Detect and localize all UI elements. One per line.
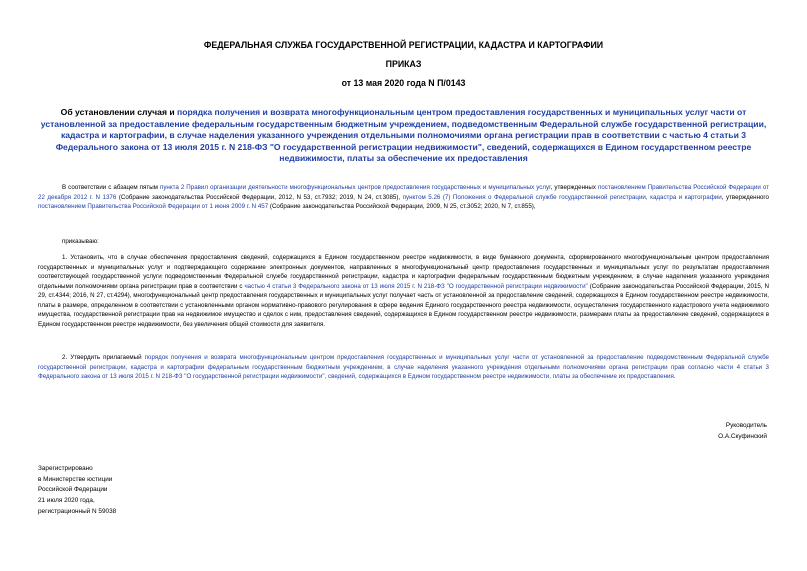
- agency-name: ФЕДЕРАЛЬНАЯ СЛУЖБА ГОСУДАРСТВЕННОЙ РЕГИСТРАЦИИ, КАДАСТРА И КАРТОГРАФИИ: [203, 40, 604, 50]
- document-title: [40, 107, 767, 165]
- clause-2-link-procedure-end[interactable]: , сведений, содержащихся в Едином государственном реестре недвижимости, платы за обеспечение их предоставления: [324, 373, 674, 380]
- registration-line-2: в Министерстве юстиции: [38, 475, 113, 483]
- preamble-link-rules[interactable]: пункта 2 Правил организации деятельности многофункциональных центров предоставления государственных и муниципальных услуг: [159, 184, 551, 191]
- signature-block: [718, 420, 767, 442]
- clause-1-text-2: (Собрание законодательства Российской Федерации, 2015, N 29, ст.4344; 2016, N 27, ст.4294), многофункциональный центр предоставления государственных и муниципальных услуг получает часть от установленной за предоставление сведений, содержащихся в Едином государственном реестре недвижимости, платы в размере, определенном в соответствии с установленными органом нормативно-правового регулирования в сфере ведения Единого государственного реестра недвижимости, осуществления государственного кадастрового учета недвижимого имущества, государственной регистрации прав на недвижимое имущество и сделок с ним, предоставления сведений, содержащихся в Едином государственном реестре недвижимости, размерами платы за предоставление сведений, содержащихся в Едином государственном реестре недвижимости, без увеличения общей стоимости для заявителя.: [38, 282, 769, 328]
- order-word: приказываю:: [62, 238, 99, 245]
- registration-line-5: регистрационный N 59038: [38, 507, 117, 515]
- preamble-text-1: В соответствии с абзацем пятым: [62, 184, 160, 191]
- registration-block: [38, 464, 116, 518]
- preamble-link-resolution-1376[interactable]: постановлением Правительства Российской Федерации от 22 декабря 2012 г. N 1376: [38, 184, 769, 201]
- document-date-number: от 13 мая 2020 года N П/0143: [341, 78, 466, 88]
- registration-line-3: Российской Федерации: [38, 486, 108, 494]
- signatory-name: О.А.Скуфинский: [718, 433, 767, 440]
- registration-line-1: Зарегистрировано: [38, 465, 93, 472]
- registration-line-4: 21 июля 2020 года,: [38, 497, 95, 505]
- clause-1-link-law-218[interactable]: частью 4 статьи 3 Федерального закона от 13 июля 2015 г. N 218-ФЗ "О государственной регистрации недвижимости": [244, 282, 588, 290]
- preamble-paragraph: [38, 183, 769, 212]
- preamble-text-2: , утвержденных: [550, 184, 598, 191]
- title-text: Об установлении случая и: [60, 107, 178, 117]
- document-type: ПРИКАЗ: [385, 59, 422, 69]
- preamble-text-4: , утвержденного: [721, 193, 769, 201]
- clause-2-text-1: 2. Утвердить прилагаемый: [62, 354, 145, 361]
- clause-2-paragraph: [38, 353, 769, 382]
- signatory-position: Руководитель: [725, 422, 767, 429]
- clause-2-link-procedure[interactable]: порядок получения и возврата многофункциональным центром предоставления государственных и муниципальных услуг части от установленной за предоставление подведомственным Федеральной службе государственной регистрации, кадастра и картографии федеральным государственным бюджетным учреждением, в случае наделения указанного учреждения отдельными полномочиями органа регистрации прав согласно: [38, 354, 769, 371]
- preamble-link-resolution-457[interactable]: постановлением Правительства Российской Федерации от 1 июня 2009 г. N 457: [38, 203, 269, 210]
- preamble-text-5: (Собрание законодательства Российской Федерации, 2009, N 25, ст.3052; 2020, N 7, ст.855),: [268, 203, 536, 210]
- clause-1-text-1: 1. Установить, что в случае обеспечения предоставления сведений, содержащихся в Едином государственном реестре недвижимости, в виде бумажного документа, сформированного многофункциональным центром предоставления государственных и муниципальных услуг и подтверждающего содержание электронных документов, направленных в многофункциональный центр предоставления государственных и муниципальных услуг по результатам предоставления соответствующей государственной услуги подведомственным Федеральной службе государственной регистрации, кадастра и картографии федеральным государственным бюджетным учреждением, в случае наделения указанного учреждения отдельными полномочиями органа регистрации прав в соответствии с: [38, 254, 769, 290]
- clause-1-paragraph: [38, 253, 769, 329]
- clause-2-link-law-218[interactable]: части 4 статьи 3 Федерального закона от 13 июля 2015 г. N 218-ФЗ "О государственной регистрации недвижимости": [38, 363, 769, 380]
- clause-2-text-end: .: [673, 373, 676, 380]
- preamble-link-regulation[interactable]: пунктом 5.26 (7) Положения о Федеральной службе государственной регистрации, кадастра и картографии: [402, 193, 722, 201]
- title-link[interactable]: порядка получения и возврата многофункциональным центром предоставления государственных и муниципальных услуг части от установленной за предоставление федеральным государственным бюджетным учреждением, подведомственным Федеральной службе государственной регистрации, кадастра и картографии, в случае наделения указанного учреждения отдельными полномочиями органа регистрации прав в соответствии с частью 4 статьи 3 Федерального закона от 13 июля 2015 г. N 218-ФЗ "О государственной регистрации недвижимости", сведений, содержащихся в Едином государственном реестре недвижимости, платы за обеспечение их предоставления: [40, 107, 767, 163]
- preamble-text-3: (Собрание законодательства Российской Федерации, 2012, N 53, ст.7932; 2019, N 24, ст.3085),: [116, 193, 403, 201]
